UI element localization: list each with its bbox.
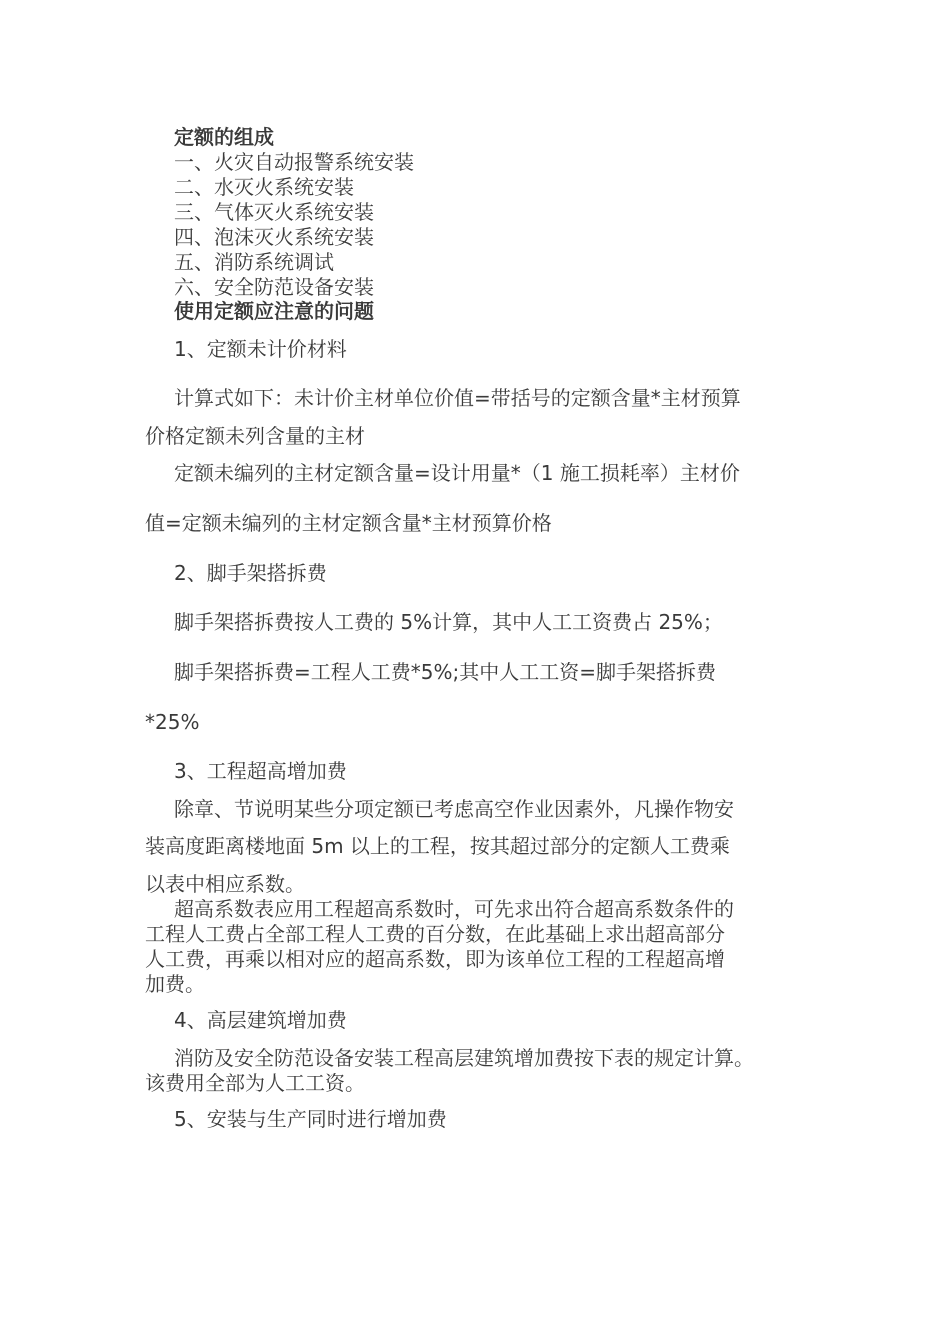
paragraph-line: 人工费，再乘以相对应的超高系数，即为该单位工程的工程超高增 xyxy=(145,947,725,971)
paragraph-heading: 4、高层建筑增加费 xyxy=(174,1008,347,1032)
paragraph-heading: 3、工程超高增加费 xyxy=(174,759,347,783)
list-item: 一、火灾自动报警系统安装 xyxy=(174,150,414,174)
paragraph-line: 除章、节说明某些分项定额已考虑高空作业因素外，凡操作物安 xyxy=(174,797,734,821)
paragraph-line: 该费用全部为人工工资。 xyxy=(145,1071,365,1095)
list-item: 四、泡沫灭火系统安装 xyxy=(174,225,374,249)
paragraph-line: 消防及安全防范设备安装工程高层建筑增加费按下表的规定计算。 xyxy=(174,1046,754,1070)
list-item: 三、气体灭火系统安装 xyxy=(174,200,374,224)
list-item: 二、水灭火系统安装 xyxy=(174,175,354,199)
paragraph-line: 脚手架搭拆费按人工费的 5%计算，其中人工工资费占 25%； xyxy=(174,610,723,634)
paragraph-line: 定额未编列的主材定额含量=设计用量*（1 施工损耗率）主材价 xyxy=(174,461,740,485)
paragraph-heading: 5、安装与生产同时进行增加费 xyxy=(174,1107,447,1131)
paragraph-line: 值=定额未编列的主材定额含量*主材预算价格 xyxy=(145,511,552,535)
list-item: 六、安全防范设备安装 xyxy=(174,275,374,299)
paragraph-line: 装高度距离楼地面 5m 以上的工程，按其超过部分的定额人工费乘 xyxy=(145,834,730,858)
paragraph-line: 计算式如下：未计价主材单位价值=带括号的定额含量*主材预算 xyxy=(174,386,741,410)
paragraph-heading: 1、定额未计价材料 xyxy=(174,337,347,361)
paragraph-line: 以表中相应系数。 xyxy=(145,872,305,896)
paragraph-line: 工程人工费占全部工程人工费的百分数，在此基础上求出超高部分 xyxy=(145,922,725,946)
paragraph-line: 脚手架搭拆费=工程人工费*5%;其中人工工资=脚手架搭拆费 xyxy=(174,660,716,684)
paragraph-line: *25% xyxy=(145,710,200,734)
paragraph-line: 超高系数表应用工程超高系数时，可先求出符合超高系数条件的 xyxy=(174,897,734,921)
paragraph-heading: 2、脚手架搭拆费 xyxy=(174,561,327,585)
paragraph-line: 加费。 xyxy=(145,972,205,996)
section-title-composition: 定额的组成 xyxy=(174,125,274,149)
paragraph-line: 价格定额未列含量的主材 xyxy=(145,424,365,448)
section-title-notes: 使用定额应注意的问题 xyxy=(174,299,374,323)
list-item: 五、消防系统调试 xyxy=(174,250,334,274)
